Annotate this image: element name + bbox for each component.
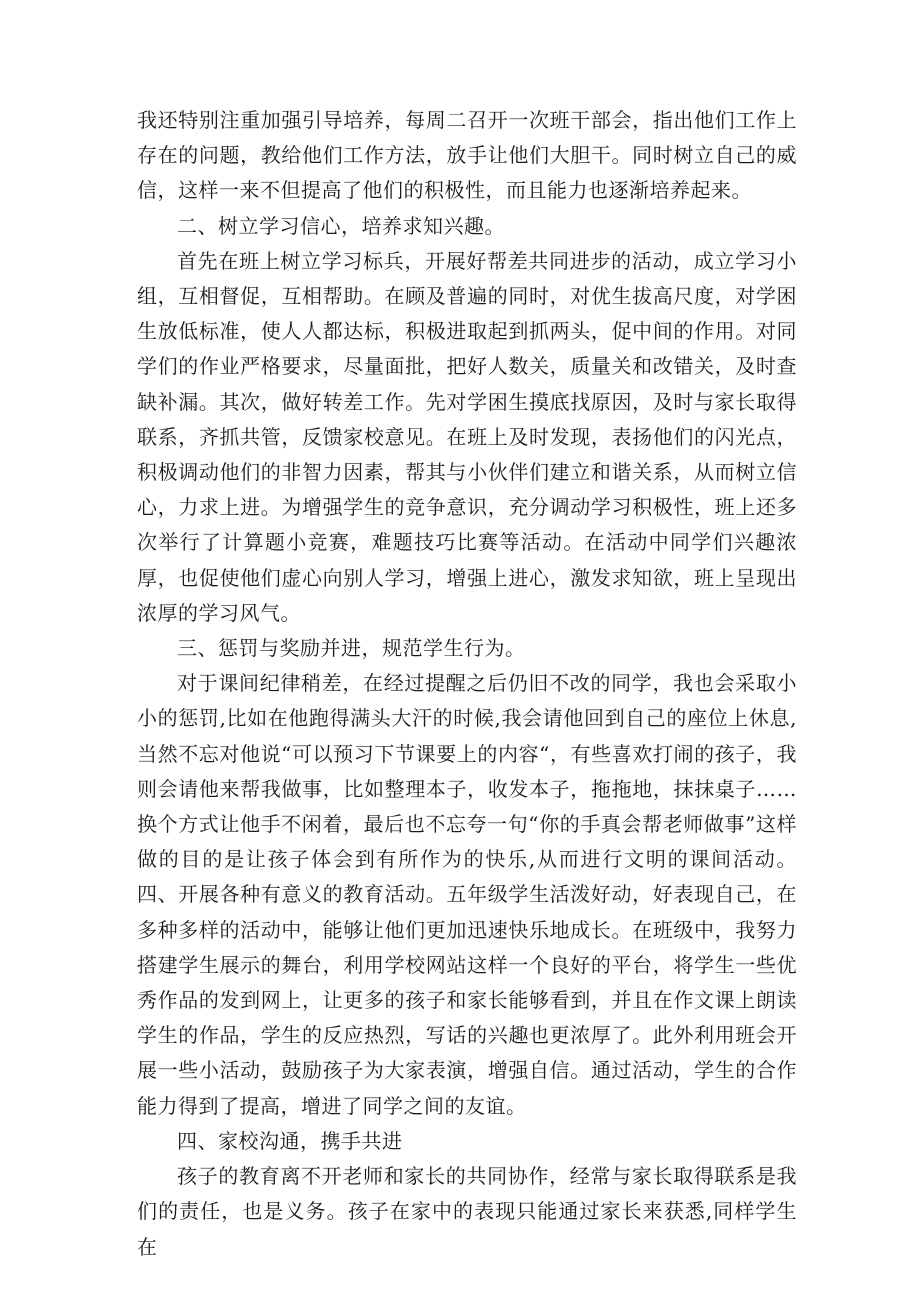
paragraph-rewards-punishment: 对于课间纪律稍差，在经过提醒之后仍旧不改的同学，我也会采取小小的惩罚,比如在他跑得满头大汗的时候,我会请他回到自己的座位上休息,当然不忘对他说“可以预习下节课要上的内容“，有些喜欢打闹的孩子，我则会请他来帮我做事，比如整理本子，收发本子，拖拖地，抹抹桌子……换个方式让他手不闲着，最后也不忘夸一句“你的手真会帮老师做事”这样做的目的是让孩子体会到有所作为的快乐,从而进行文明的课间活动。四、开展各种有意义的教育活动。五年级学生活泼好动，好表现自己，在多种多样的活动中，能够让他们更加迅速快乐地成长。在班级中，我努力搭建学生展示的舞台，利用学校网站这样一个良好的平台，将学生一些优秀作品的发到网上，让更多的孩子和家长能够看到，并且在作文课上朗读学生的作品，学生的反应热烈，写话的兴趣也更浓厚了。此外利用班会开展一些小活动，鼓励孩子为大家表演，增强自信。通过活动，学生的合作能力得到了提高，增进了同学之间的友谊。	[137, 671, 797, 1118]
document-body	[137, 103, 797, 1265]
paragraph-class-leaders: 我还特别注重加强引导培养，每周二召开一次班干部会，指出他们工作上存在的问题，教给他们工作方法，放手让他们大胆干。同时树立自己的威信，这样一来不但提高了他们的积极性，而且能力也逐渐培养起来。	[137, 108, 797, 203]
paragraph-learning-confidence: 首先在班上树立学习标兵，开展好帮差共同进步的活动，成立学习小组，互相督促，互相帮助。在顾及普遍的同时，对优生拔高尺度，对学困生放低标准，使人人都达标，积极进取起到抓两头，促中间的作用。对同学们的作业严格要求，尽量面批，把好人数关，质量关和改错关，及时查缺补漏。其次，做好转差工作。先对学困生摸底找原因，及时与家长取得联系，齐抓共管，反馈家校意见。在班上及时发现，表扬他们的闪光点，积极调动他们的非智力因素，帮其与小伙伴们建立和谐关系，从而树立信心，力求上进。为增强学生的竞争意识，充分调动学习积极性，班上还多次举行了计算题小竞赛，难题技巧比赛等活动。在活动中同学们兴趣浓厚，也促使他们虚心向别人学习，增强上进心，激发求知欲，班上呈现出浓厚的学习风气。	[137, 248, 797, 625]
section-heading-rewards-punishment: 三、惩罚与奖励并进，规范学生行为。	[177, 636, 526, 661]
section-heading-learning-confidence: 二、树立学习信心，培养求知兴趣。	[177, 213, 505, 238]
paragraph-home-school: 孩子的教育离不开老师和家长的共同协作，经常与家长取得联系是我们的责任，也是义务。孩子在家中的表现只能通过家长来获悉,同样学生在	[137, 1164, 797, 1259]
section-heading-home-school: 四、家校沟通，携手共进	[177, 1128, 403, 1153]
